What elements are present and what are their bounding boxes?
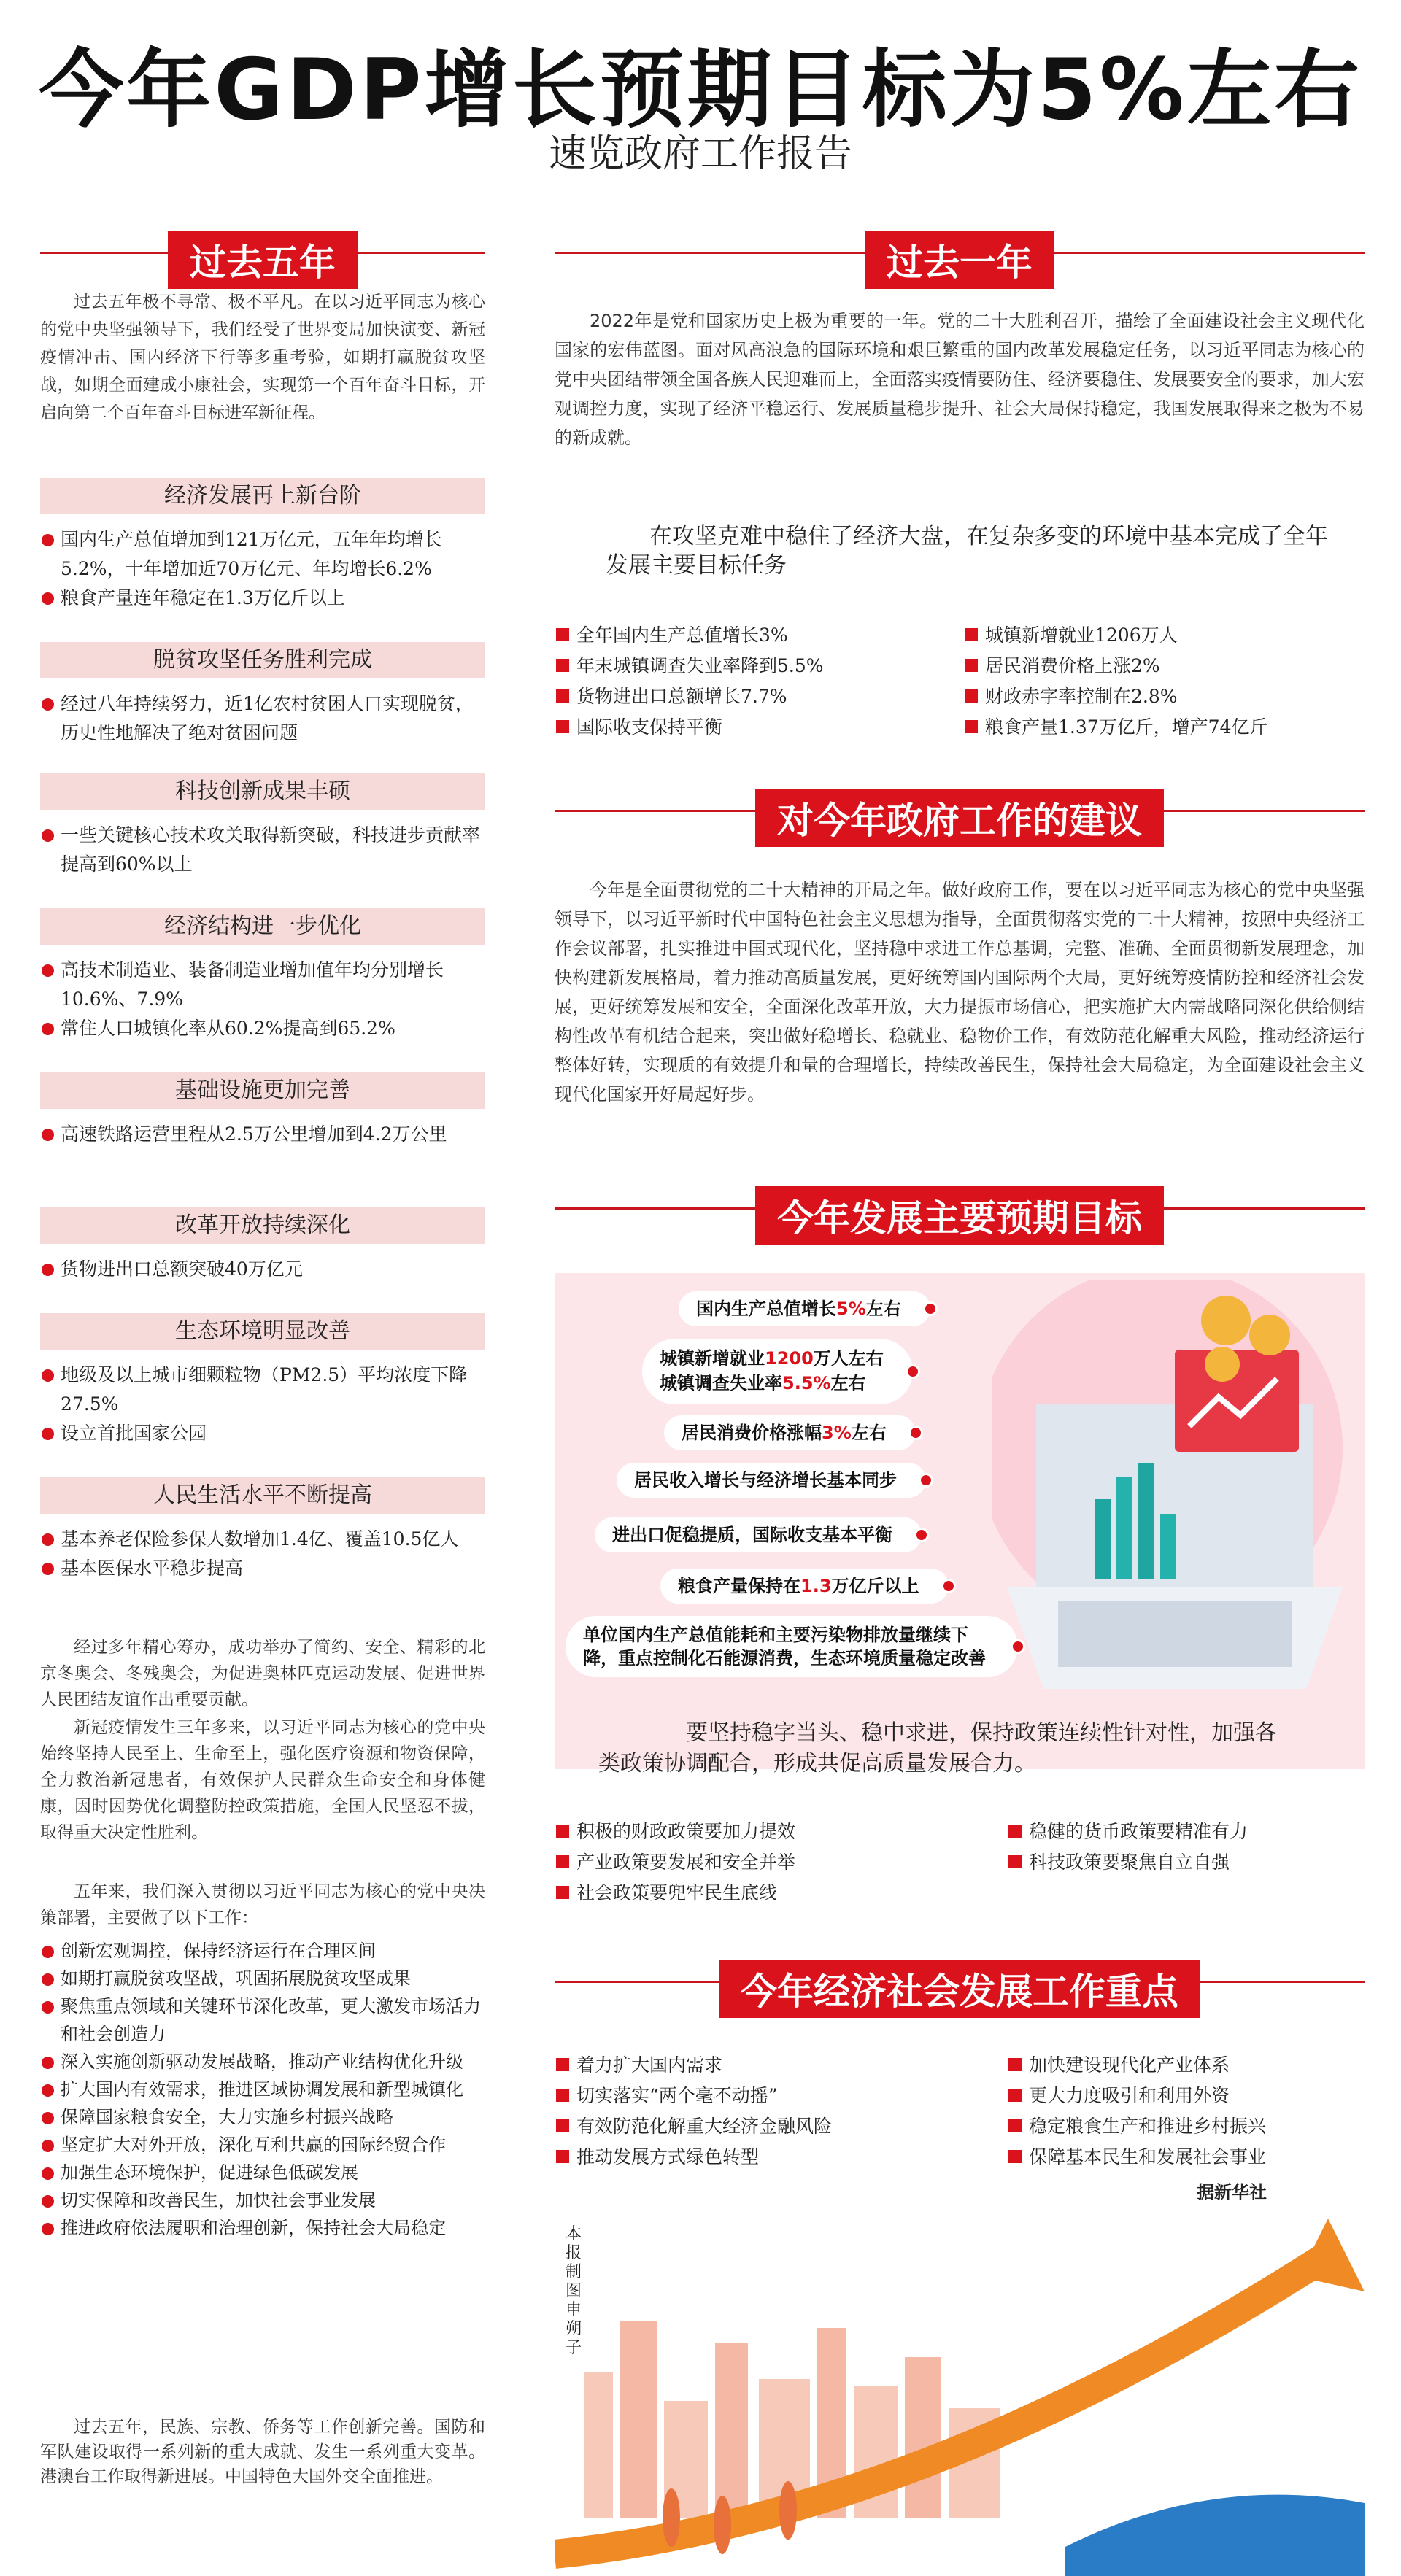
list-item: 坚定扩大对外开放，深化互利共赢的国际经贸合作: [40, 2131, 485, 2159]
list-item: 稳健的货币政策要精准有力: [1007, 1817, 1365, 1847]
target-pill-energy: 单位国内生产总值能耗和主要污染物排放量继续下降，重点控制化石能源消费，生态环境质量稳定改善: [566, 1616, 1018, 1677]
city-runners-illustration: [555, 2211, 1365, 2576]
list-item: 粮食产量1.37万亿斤，增产74亿斤: [963, 712, 1365, 743]
target-pill-income: 居民收入增长与经济增长基本同步: [617, 1463, 926, 1498]
list-item: 高速铁路运营里程从2.5万公里增加到4.2万公里: [40, 1120, 485, 1149]
past-year-intro: 2022年是党和国家历史上极为重要的一年。党的二十大胜利召开，描绘了全面建设社会主义现代化国家的宏伟蓝图。面对风高浪急的国际环境和艰巨繁重的国内改革发展稳定任务，以习近平同志为核心的党中央团结带领全国各族人民迎难而上，全面落实疫情要防住、经济要稳住、发展要安全的要求，加大宏观调控力度，实现了经济平稳运行、发展质量稳步提升、社会大局保持稳定，我国发展取得来之极为不易的新成就。: [555, 311, 1365, 448]
list-item: 国际收支保持平衡: [555, 712, 934, 743]
policies-left-list: [555, 1817, 963, 1908]
subhead-environment: 生态环境明显改善: [40, 1313, 485, 1350]
suggestions-banner: [555, 800, 1365, 861]
list-item: 常住人口城镇化率从60.2%提高到65.2%: [40, 1014, 485, 1043]
list-item: 有效防范化解重大经济金融风险: [555, 2111, 992, 2142]
olympics-paragraph: 经过多年精心筹办，成功举办了简约、安全、精彩的北京冬奥会、冬残奥会，为促进奥林匹克运动发展、促进世界人民团结友谊作出重要贡献。: [40, 1638, 485, 1709]
past-year-right-list: [963, 620, 1365, 743]
past-five-years-label: 过去五年: [168, 231, 358, 289]
list-item: 城镇新增就业1206万人: [963, 620, 1365, 651]
list-item: 一些关键核心技术攻关取得新突破，科技进步贡献率提高到60%以上: [40, 821, 485, 879]
list-item: 更大力度吸引和利用外资: [1007, 2081, 1365, 2111]
list-item: 货物进出口总额突破40万亿元: [40, 1255, 485, 1284]
list-item: 年末城镇调查失业率降到5.5%: [555, 651, 934, 681]
list-item: 设立首批国家公园: [40, 1419, 485, 1448]
list-item: 产业政策要发展和安全并举: [555, 1847, 963, 1878]
list-item: 推动发展方式绿色转型: [555, 2142, 992, 2173]
targets-label: 今年发展主要预期目标: [755, 1186, 1164, 1245]
subhead-structure: 经济结构进一步优化: [40, 908, 485, 945]
list-item: 切实落实“两个毫不动摇”: [555, 2081, 992, 2111]
page-title: 今年GDP增长预期目标为5%左右: [39, 41, 1362, 139]
list-item: 积极的财政政策要加力提效: [555, 1817, 963, 1847]
list-item: 基本医保水平稳步提高: [40, 1554, 485, 1583]
list-item: 保障基本民生和发展社会事业: [1007, 2142, 1365, 2173]
laptop-illustration: [992, 1280, 1357, 1733]
list-item: 粮食产量连年稳定在1.3万亿斤以上: [40, 584, 485, 613]
page-subtitle: 速览政府工作报告: [548, 132, 852, 176]
suggestions-text: 今年是全面贯彻党的二十大精神的开局之年。做好政府工作，要在以习近平同志为核心的党中央坚强领导下，以习近平新时代中国特色社会主义思想为指导，全面贯彻落实党的二十大精神，按照中央经济工作会议部署，扎实推进中国式现代化，坚持稳中求进工作总基调，完整、准确、全面贯彻新发展理念，加快构建新发展格局，着力推动高质量发展，更好统筹国内国际两个大局，更好统筹疫情防控和经济社会发展，更好统筹发展和安全，全面深化改革开放，大力提振市场信心，把实施扩大内需战略同深化供给侧结构性改革有机结合起来，突出做好稳增长、稳就业、稳物价工作，有效防范化解重大风险，推动经济运行整体好转，实现质的有效提升和量的合理增长，持续改善民生，保持社会大局稳定，为全面建设社会主义现代化国家开好局起好步。: [555, 880, 1365, 1105]
bullets-poverty: [40, 689, 485, 748]
subhead-poverty: 脱贫攻坚任务胜利完成: [40, 642, 485, 678]
list-item: 财政赤字率控制在2.8%: [963, 681, 1365, 712]
priorities-banner: [555, 1970, 1365, 2032]
past-five-years-intro: 过去五年极不寻常、极不平凡。在以习近平同志为核心的党中央坚强领导下，我们经受了世界变局加快演变、新冠疫情冲击、国内经济下行等多重考验，如期打赢脱贫攻坚战，如期全面建成小康社会，实现第一个百年奋斗目标，开启向第二个百年奋斗目标进军新征程。: [40, 293, 485, 422]
subhead-infrastructure: 基础设施更加完善: [40, 1072, 485, 1109]
subhead-tech: 科技创新成果丰硕: [40, 773, 485, 810]
target-pill-gdp: 国内生产总值增长5%左右: [679, 1291, 930, 1326]
list-item: 经过八年持续努力，近1亿农村贫困人口实现脱贫，历史性地解决了绝对贫困问题: [40, 689, 485, 748]
targets-banner: [555, 1197, 1365, 1258]
subhead-reform: 改革开放持续深化: [40, 1207, 485, 1244]
bullets-infrastructure: [40, 1120, 485, 1149]
list-item: 居民消费价格上涨2%: [963, 651, 1365, 681]
list-item: 如期打赢脱贫攻坚战，巩固拓展脱贫攻坚成果: [40, 1965, 485, 1992]
list-item: 扩大国内有效需求，推进区域协调发展和新型城镇化: [40, 2076, 485, 2103]
targets-statement: 要坚持稳字当头、稳中求进，保持政策连续性针对性，加强各类政策协调配合，形成共促高质量发展合力。: [598, 1720, 1277, 1776]
bullets-structure: [40, 956, 485, 1043]
source-credit: 据新华社: [1197, 2182, 1267, 2202]
target-pill-employment: 城镇新增就业1200万人左右 城镇调查失业率5.5%左右: [642, 1339, 913, 1404]
list-item: 推进政府依法履职和治理创新，保持社会大局稳定: [40, 2214, 485, 2242]
list-item: 全年国内生产总值增长3%: [555, 620, 934, 651]
list-item: 高技术制造业、装备制造业增加值年均分别增长10.6%、7.9%: [40, 956, 485, 1014]
past-year-highlight: 在攻坚克难中稳住了经济大盘，在复杂多变的环境中基本完成了全年发展主要目标任务: [606, 523, 1328, 579]
vertical-credit: 本报制图 申朔子: [566, 2225, 582, 2357]
list-item: 切实保障和改善民生，加快社会事业发展: [40, 2186, 485, 2214]
list-item: 社会政策要兜牢民生底线: [555, 1878, 963, 1908]
subhead-living: 人民生活水平不断提高: [40, 1477, 485, 1514]
work-list: [40, 1937, 485, 2242]
closing-paragraph: 过去五年，民族、宗教、侨务等工作创新完善。国防和军队建设取得一系列新的重大成就、发生一系列重大变革。港澳台工作取得新进展。中国特色大国外交全面推进。: [40, 2418, 485, 2486]
bullets-tech: [40, 821, 485, 879]
policies-right-list: [1007, 1817, 1365, 1878]
suggestions-label: 对今年政府工作的建议: [755, 789, 1164, 847]
past-year-label: 过去一年: [865, 231, 1054, 289]
priorities-right-list: [1007, 2050, 1365, 2173]
list-item: 国内生产总值增加到121万亿元，五年年均增长5.2%，十年增加近70万亿元、年均增长6.2%: [40, 525, 485, 584]
list-item: 着力扩大国内需求: [555, 2050, 992, 2081]
target-pill-grain: 粮食产量保持在1.3万亿斤以上: [660, 1569, 949, 1604]
bullets-environment: [40, 1361, 485, 1448]
list-item: 加强生态环境保护，促进绿色低碳发展: [40, 2159, 485, 2186]
list-item: 深入实施创新驱动发展战略，推动产业结构优化升级: [40, 2048, 485, 2076]
list-item: 基本养老保险参保人数增加1.4亿、覆盖10.5亿人: [40, 1525, 485, 1554]
priorities-left-list: [555, 2050, 992, 2173]
past-year-banner: [555, 241, 1365, 303]
subhead-economy: 经济发展再上新台阶: [40, 478, 485, 514]
bullets-living: [40, 1525, 485, 1583]
covid-paragraph: 新冠疫情发生三年多来，以习近平同志为核心的党中央始终坚持人民至上、生命至上，强化医疗资源和物资保障，全力救治新冠患者，有效保护人民群众生命安全和身体健康，因时因势优化调整防控政策措施，全国人民坚忍不拔，取得重大决定性胜利。: [40, 1718, 485, 1842]
list-item: 聚焦重点领域和关键环节深化改革，更大激发市场活力和社会创造力: [40, 1992, 485, 2048]
list-item: 货物进出口总额增长7.7%: [555, 681, 934, 712]
target-pill-cpi: 居民消费价格涨幅3%左右: [664, 1415, 916, 1450]
list-item: 科技政策要聚焦自立自强: [1007, 1847, 1365, 1878]
list-item: 地级及以上城市细颗粒物（PM2.5）平均浓度下降27.5%: [40, 1361, 485, 1419]
target-pill-trade: 进出口促稳提质，国际收支基本平衡: [595, 1517, 922, 1552]
past-year-left-list: [555, 620, 934, 743]
bullets-economy: [40, 525, 485, 613]
list-item: 保障国家粮食安全，大力实施乡村振兴战略: [40, 2103, 485, 2131]
list-item: 创新宏观调控，保持经济运行在合理区间: [40, 1937, 485, 1965]
priorities-label: 今年经济社会发展工作重点: [719, 1960, 1200, 2018]
bullets-reform: [40, 1255, 485, 1284]
list-item: 稳定粮食生产和推进乡村振兴: [1007, 2111, 1365, 2142]
work-intro-paragraph: 五年来，我们深入贯彻以习近平同志为核心的党中央决策部署，主要做了以下工作：: [40, 1882, 485, 1927]
list-item: 加快建设现代化产业体系: [1007, 2050, 1365, 2081]
